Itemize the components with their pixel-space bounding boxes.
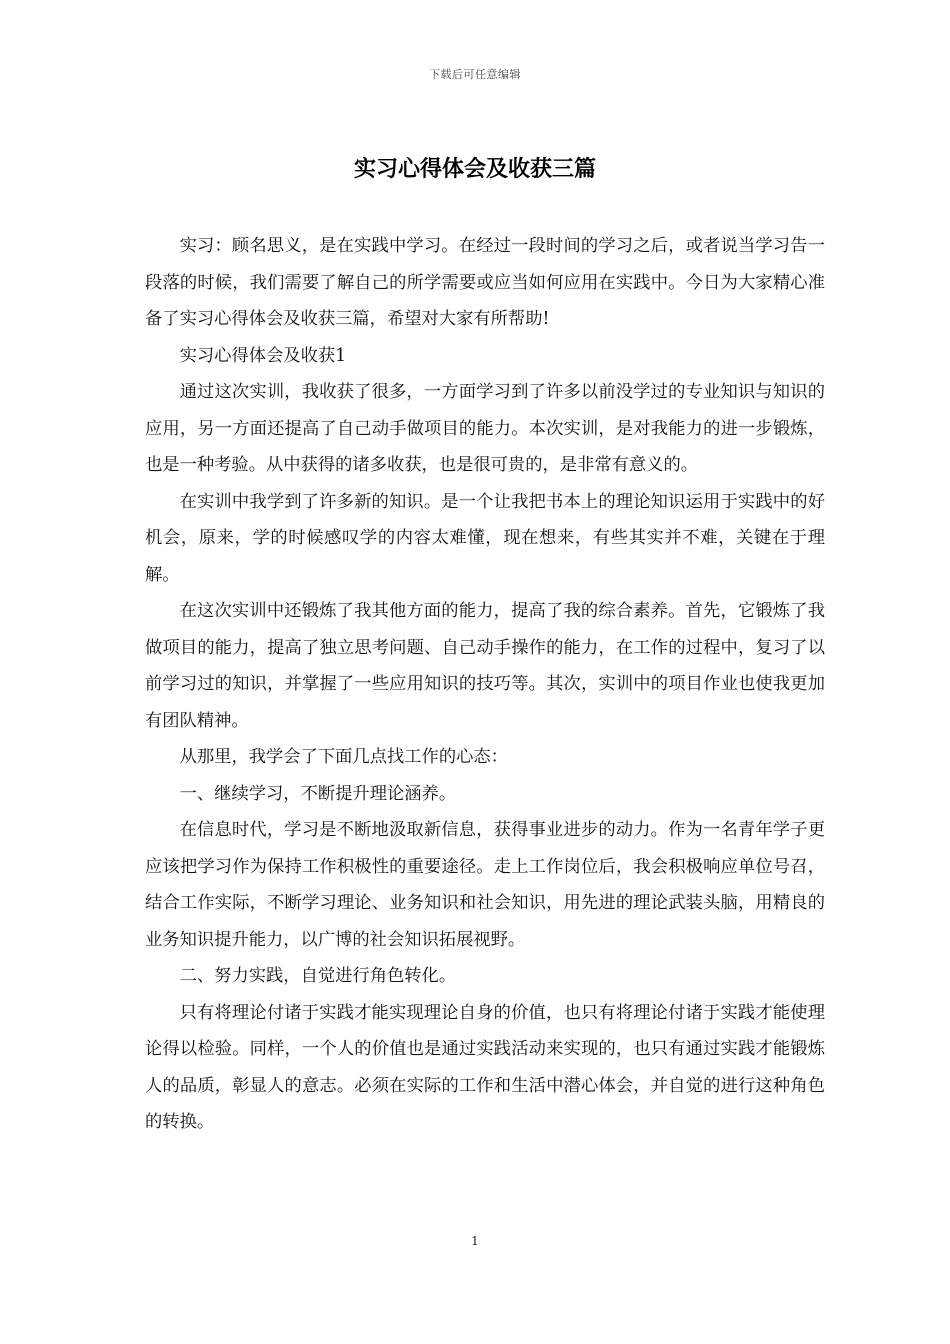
paragraph: 只有将理论付诸于实践才能实现理论自身的价值，也只有将理论付诸于实践才能使理论得以检验。同样，一个人的价值也是通过实践活动来实现的，也只有通过实践才能锻炼人的品质，彰显人的意志。必须在实际的工作和生活中潜心体会，并自觉的进行这种角色的转换。 — [145, 1002, 825, 1132]
list-heading-2: 二、努力实践，自觉进行角色转化。 — [179, 966, 457, 986]
section-heading-1: 实习心得体会及收获1 — [179, 345, 347, 366]
paragraph: 通过这次实训，我收获了很多，一方面学习到了许多以前没学过的专业知识与知识的应用，另一方面还提高了自己动手做项目的能力。本次实训，是对我能力的进一步锻炼，也是一种考验。从中获得的诸多收获，也是很可贵的，是非常有意义的。 — [145, 382, 825, 475]
paragraph-intro: 实习：顾名思义，是在实践中学习。在经过一段时间的学习之后，或者说当学习告一段落的时候，我们需要了解自己的所学需要或应当如何应用在实践中。今日为大家精心准备了实习心得体会及收获三篇，希望对大家有所帮助! — [145, 236, 825, 329]
header-note: 下载后可任意编辑 — [429, 68, 521, 81]
paragraph: 在这次实训中还锻炼了我其他方面的能力，提高了我的综合素养。首先，它锻炼了我做项目的能力，提高了独立思考问题、自己动手操作的能力，在工作的过程中，复习了以前学习过的知识，并掌握了一些应用知识的技巧等。其次，实训中的项目作业也使我更加有团队精神。 — [145, 601, 825, 731]
paragraph: 在信息时代，学习是不断地汲取新信息，获得事业进步的动力。作为一名青年学子更应该把学习作为保持工作积极性的重要途径。走上工作岗位后，我会积极响应单位号召，结合工作实际，不断学习理论、业务知识和社会知识，用先进的理论武装头脑，用精良的业务知识提升能力，以广博的社会知识拓展视野。 — [145, 820, 825, 950]
page-number: 1 — [471, 1234, 479, 1248]
page-title: 实习心得体会及收获三篇 — [353, 156, 596, 182]
paragraph: 从那里，我学会了下面几点找工作的心态： — [179, 747, 508, 767]
paragraph: 在实训中我学到了许多新的知识。是一个让我把书本上的理论知识运用于实践中的好机会，原来，学的时候感叹学的内容太难懂，现在想来，有些其实并不难，关键在于理解。 — [145, 491, 825, 585]
list-heading-1: 一、继续学习，不断提升理论涵养。 — [179, 783, 457, 804]
document-body — [145, 228, 825, 1141]
